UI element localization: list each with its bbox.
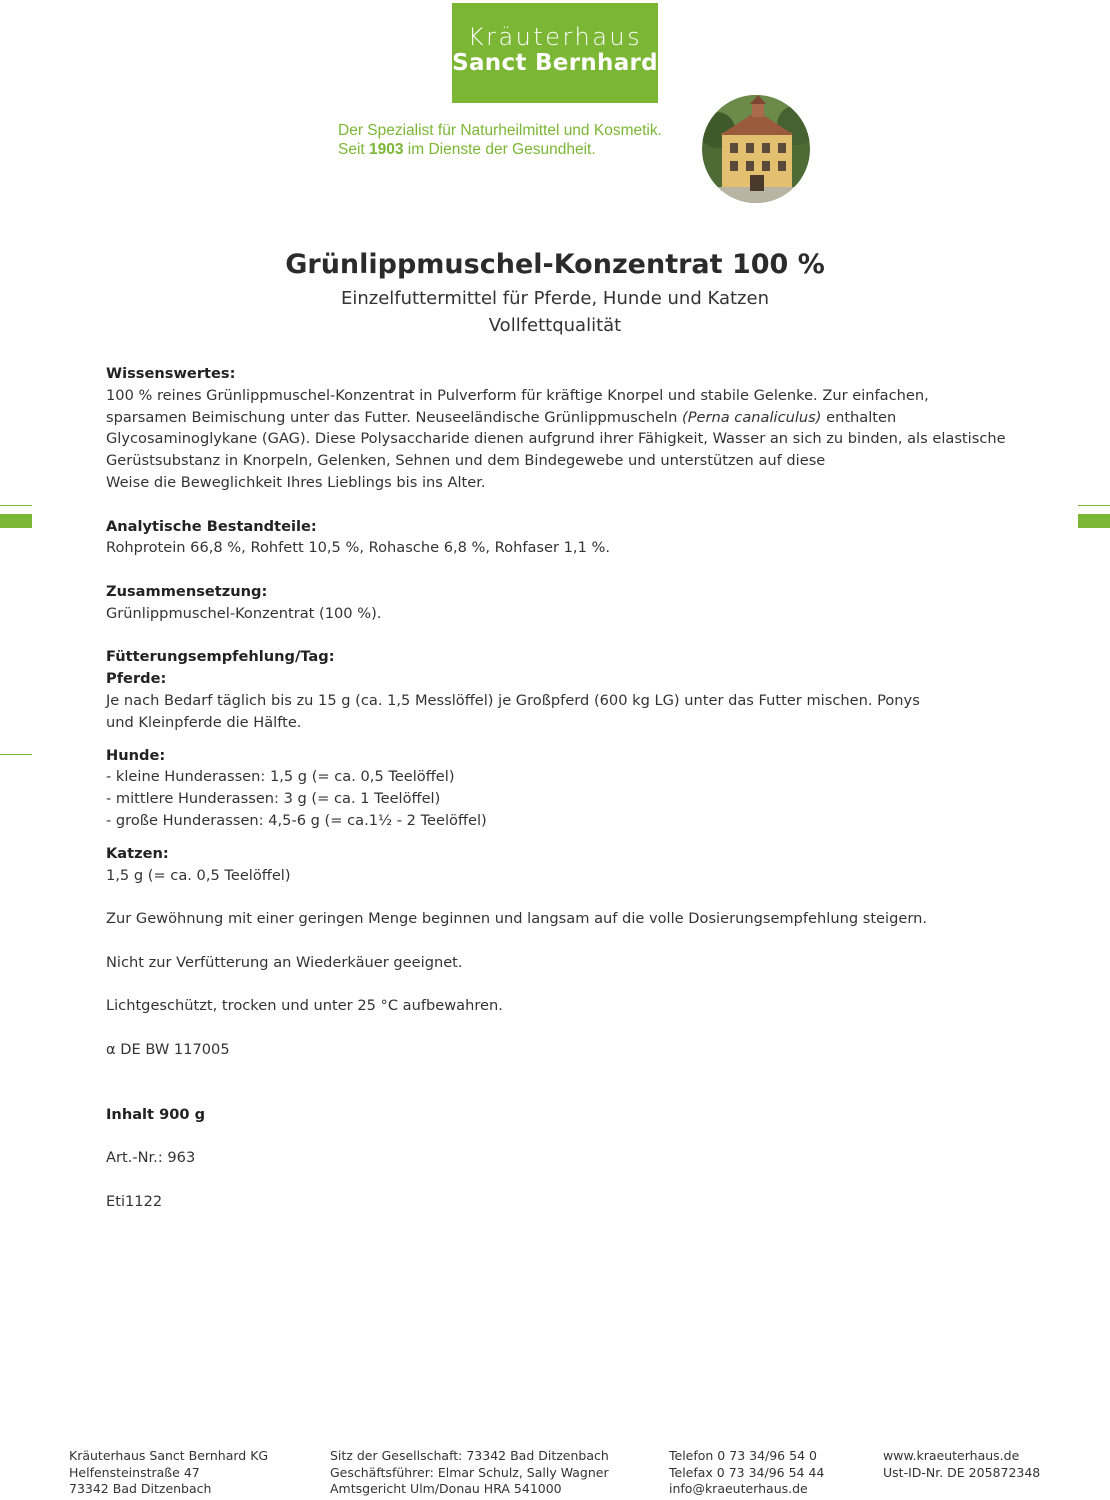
dosage-note: Zur Gewöhnung mit einer geringen Menge beginnen und langsam auf die volle Dosierungsempfehlung steigern. bbox=[106, 910, 927, 928]
footer-phone: Telefon 0 73 34/96 54 0 bbox=[669, 1448, 817, 1463]
right-marker-line bbox=[1078, 505, 1110, 506]
analytische-heading: Analytische Bestandteile: bbox=[106, 517, 317, 535]
footer-vat-id: Ust-ID-Nr. DE 205872348 bbox=[883, 1464, 1041, 1480]
brand-name-line2: Sanct Bernhard bbox=[452, 50, 658, 76]
tagline-year: 1903 bbox=[369, 141, 404, 158]
pferde-heading: Pferde: bbox=[106, 670, 167, 688]
hunde-heading: Hunde: bbox=[106, 746, 166, 764]
hunde-item: - kleine Hunderassen: 1,5 g (= ca. 0,5 Teelöffel) bbox=[106, 768, 455, 786]
label-content bbox=[106, 363, 1006, 1213]
footer-address bbox=[69, 1448, 268, 1498]
footer-fax: Telefax 0 73 34/96 54 44 bbox=[669, 1464, 825, 1480]
wissenswertes-text-part1: 100 % reines Grünlippmuschel-Konzentrat in Pulverform für kräftige Knorpel und stabile Gelenke. Zur einfachen, sparsamen Beimischung unter das Futter. Neuseeländische Grünlippmuscheln bbox=[106, 386, 929, 426]
right-marker-bar bbox=[1078, 514, 1110, 528]
fuetterung-heading: Fütterungsempfehlung/Tag: bbox=[106, 648, 335, 666]
brand-tagline bbox=[338, 121, 662, 159]
left-marker-line bbox=[0, 505, 32, 506]
brand-name-line1: Kräuterhaus bbox=[467, 23, 643, 51]
analytische-text: Rohprotein 66,8 %, Rohfett 10,5 %, Rohasche 6,8 %, Rohfaser 1,1 %. bbox=[106, 539, 611, 557]
hunde-item: - große Hunderassen: 4,5-6 g (= ca.1½ - 2 Teelöffel) bbox=[106, 811, 487, 829]
wissenswertes-text-last: Weise die Beweglichkeit Ihres Lieblings bis ins Alter. bbox=[106, 473, 486, 491]
wissenswertes-text bbox=[106, 385, 1006, 472]
pferde-text: Je nach Bedarf täglich bis zu 15 g (ca. 1,5 Messlöffel) je Großpferd (600 kg LG) unter das Futter mischen. Ponys und Kleinpferde die Hälfte. bbox=[106, 691, 920, 731]
tagline-line1: Der Spezialist für Naturheilmittel und Kosmetik. bbox=[338, 122, 662, 139]
label-code: Eti1122 bbox=[106, 1192, 163, 1210]
storage-note: Lichtgeschützt, trocken und unter 25 °C aufbewahren. bbox=[106, 997, 503, 1015]
footer-managers: Geschäftsführer: Elmar Schulz, Sally Wagner bbox=[330, 1464, 609, 1480]
approval-number: α DE BW 117005 bbox=[106, 1040, 230, 1058]
hunde-item: - mittlere Hunderassen: 3 g (= ca. 1 Teelöffel) bbox=[106, 790, 441, 808]
katzen-heading: Katzen: bbox=[106, 844, 169, 862]
zusammensetzung-heading: Zusammensetzung: bbox=[106, 582, 268, 600]
tagline-line2 bbox=[338, 140, 662, 159]
article-number: Art.-Nr.: 963 bbox=[106, 1149, 196, 1167]
footer-email[interactable]: info@kraeuterhaus.de bbox=[669, 1481, 808, 1496]
footer-seat: Sitz der Gesellschaft: 73342 Bad Ditzenbach bbox=[330, 1448, 609, 1463]
wissenswertes-text-part2: enthalten Glycosaminoglykane (GAG). Diese Polysaccharide dienen aufgrund ihrer Fähigkeit, Wasser an sich zu binden, als elastische Gerüstsubstanz in Knorpeln, Gelenken, Sehnen und dem Bindegewebe und unterstützen auf diese bbox=[106, 408, 1006, 470]
footer-web bbox=[883, 1448, 1040, 1481]
product-title: Grünlippmuschel-Konzentrat 100 % bbox=[285, 249, 825, 280]
product-subtitle: Einzelfuttermittel für Pferde, Hunde und Katzen bbox=[341, 288, 769, 309]
brand-logo bbox=[452, 3, 658, 103]
content-amount: Inhalt 900 g bbox=[106, 1105, 206, 1123]
footer-court: Amtsgericht Ulm/Donau HRA 541000 bbox=[330, 1481, 562, 1496]
footer-company: Kräuterhaus Sanct Bernhard KG bbox=[69, 1448, 269, 1463]
left-marker-bar bbox=[0, 514, 32, 528]
footer-website[interactable]: www.kraeuterhaus.de bbox=[883, 1448, 1020, 1463]
left-marker-lower-line bbox=[0, 754, 32, 755]
building-photo bbox=[702, 95, 810, 203]
tagline-prefix: Seit bbox=[338, 141, 370, 158]
tagline-suffix: im Dienste der Gesundheit. bbox=[403, 141, 596, 158]
katzen-text: 1,5 g (= ca. 0,5 Teelöffel) bbox=[106, 866, 291, 884]
footer-city: 73342 Bad Ditzenbach bbox=[69, 1481, 212, 1496]
footer-contact bbox=[669, 1448, 824, 1498]
footer-legal bbox=[330, 1448, 609, 1498]
wissenswertes-heading: Wissenswertes: bbox=[106, 365, 236, 382]
zusammensetzung-text: Grünlippmuschel-Konzentrat (100 %). bbox=[106, 604, 382, 622]
ruminant-note: Nicht zur Verfütterung an Wiederkäuer geeignet. bbox=[106, 953, 463, 971]
species-name: (Perna canaliculus) bbox=[682, 408, 822, 426]
footer-street: Helfensteinstraße 47 bbox=[69, 1464, 200, 1480]
product-quality: Vollfettqualität bbox=[488, 315, 622, 336]
